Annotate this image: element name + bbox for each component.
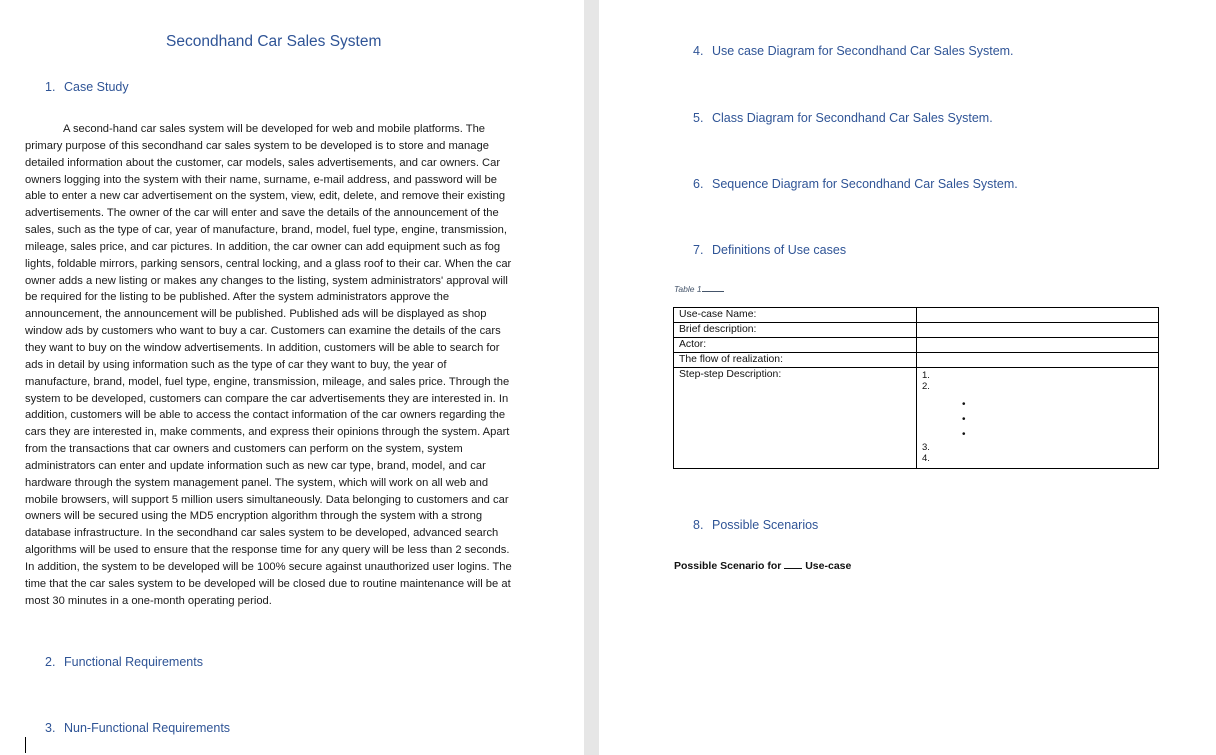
heading-use-case-diagram	[693, 44, 1014, 58]
heading-text: Case Study	[64, 80, 129, 94]
table-row	[674, 308, 1159, 323]
heading-text: Functional Requirements	[64, 655, 203, 669]
document-page-left	[0, 0, 584, 755]
table-cell-value[interactable]	[917, 323, 1159, 338]
table-caption-text: Table 1	[674, 284, 702, 294]
table-cell-label: Brief description:	[674, 323, 917, 338]
heading-text: Nun-Functional Requirements	[64, 721, 231, 735]
possible-scenario-label	[674, 560, 851, 572]
table-cell-value[interactable]	[917, 338, 1159, 353]
heading-number: 4.	[693, 44, 704, 58]
heading-text: Possible Scenarios	[712, 518, 819, 532]
heading-number: 5.	[693, 111, 704, 125]
heading-text: Use case Diagram for Secondhand Car Sales System.	[712, 44, 1014, 58]
heading-possible-scenarios	[693, 518, 818, 532]
heading-text: Definitions of Use cases	[712, 243, 847, 257]
table-cell-label: Actor:	[674, 338, 917, 353]
table-cell-value[interactable]	[917, 308, 1159, 323]
scenario-blank-line	[784, 561, 802, 569]
heading-text: Class Diagram for Secondhand Car Sales System.	[712, 111, 993, 125]
heading-number: 6.	[693, 177, 704, 191]
step-list-cell[interactable]	[917, 368, 1159, 469]
heading-sequence-diagram	[693, 177, 1018, 191]
table-cell-label: Step-step Description:	[674, 368, 917, 469]
heading-case-study	[45, 80, 129, 94]
heading-non-functional-requirements	[45, 721, 230, 735]
step-list	[922, 368, 1153, 464]
table-cell-label: Use-case Name:	[674, 308, 917, 323]
step-bullet: •	[962, 399, 966, 410]
table-caption	[674, 284, 724, 294]
step-bullet: •	[962, 414, 966, 425]
use-case-table	[673, 307, 1159, 469]
step-item: 1.	[922, 370, 930, 381]
heading-number: 7.	[693, 243, 704, 257]
heading-use-case-definitions	[693, 243, 846, 257]
table-row	[674, 353, 1159, 368]
table-row	[674, 368, 1159, 469]
text-cursor	[25, 737, 26, 753]
step-item: 2.	[922, 381, 930, 392]
heading-number: 1.	[45, 80, 56, 94]
step-item: 3.	[922, 442, 930, 453]
table-cell-value[interactable]	[917, 353, 1159, 368]
table-row	[674, 323, 1159, 338]
heading-class-diagram	[693, 111, 993, 125]
document-page-right	[599, 0, 1216, 755]
table-row	[674, 338, 1159, 353]
case-study-paragraph: A second-hand car sales system will be developed for web and mobile platforms. The primary purpose of this secondhand car sales system to be developed is to store and manage detailed information about the customer, car models, sales advertisements, and car owners. Car owners logging into the system with their name, surname, e-mail address, and password will be able to enter a new car advertisement on the system, view, edit, delete, and remove their existing advertisements. The owner of the car will enter and save the details of the announcement of the sales, such as the type of car, year of manufacture, brand, model, fuel type, engine, transmission, mileage, sales price, and car pictures. In addition, the car owner can add equipment such as fog lights, foldable mirrors, parking sensors, central locking, and a glass roof to their car. When the car owner adds a new listing or makes any changes to the listing, system administrators' approval will be required for the listing to be published. After the system administrators approve the announcement, the announcement will be published. Published ads will be displayed as shop window ads by customers who want to buy a car. Customers can examine the details of the cars they want to buy on the window advertisements. In addition, customers will be able to search for ads in detail by using information such as the type of car they want to buy, the year of manufacture, brand, model, fuel type, engine, transmission, mileage, and sales price. Through the system to be developed, customers can compare the car advertisements they are interested in. In addition, customers will be able to access the contact information of the car owners regarding the cars they are interested in, make comments, and express their opinions through the system. Apart from the transactions that car owners and customers can perform on the system, system administrators can enter and update information such as new car type, brand, model, and car hardware through the system management panel. The system, which will work on all web and mobile browsers, will support 5 million users simultaneously. Data belonging to customers and car owners will be secured using the MD5 encryption algorithm through the system with a strong database infrastructure. In the secondhand car sales system to be developed, advanced search algorithms will be used to ensure that the response time for any query will be less than 2 seconds. In addition, the system to be developed will be 100% secure against unauthorized user logins. The time that the car sales system to be developed will be closed due to routine maintenance will be at most 30 minutes in a one-month operating period.	[25, 123, 512, 607]
heading-text: Sequence Diagram for Secondhand Car Sales System.	[712, 177, 1018, 191]
step-item: 4.	[922, 453, 930, 464]
heading-number: 3.	[45, 721, 56, 735]
heading-functional-requirements	[45, 655, 203, 669]
heading-number: 8.	[693, 518, 704, 532]
scenario-prefix: Possible Scenario for	[674, 560, 782, 572]
document-title: Secondhand Car Sales System	[166, 33, 382, 50]
heading-number: 2.	[45, 655, 56, 669]
step-bullet: •	[962, 429, 966, 440]
caption-blank-line	[702, 286, 724, 292]
table-cell-label: The flow of realization:	[674, 353, 917, 368]
scenario-suffix: Use-case	[805, 560, 852, 572]
